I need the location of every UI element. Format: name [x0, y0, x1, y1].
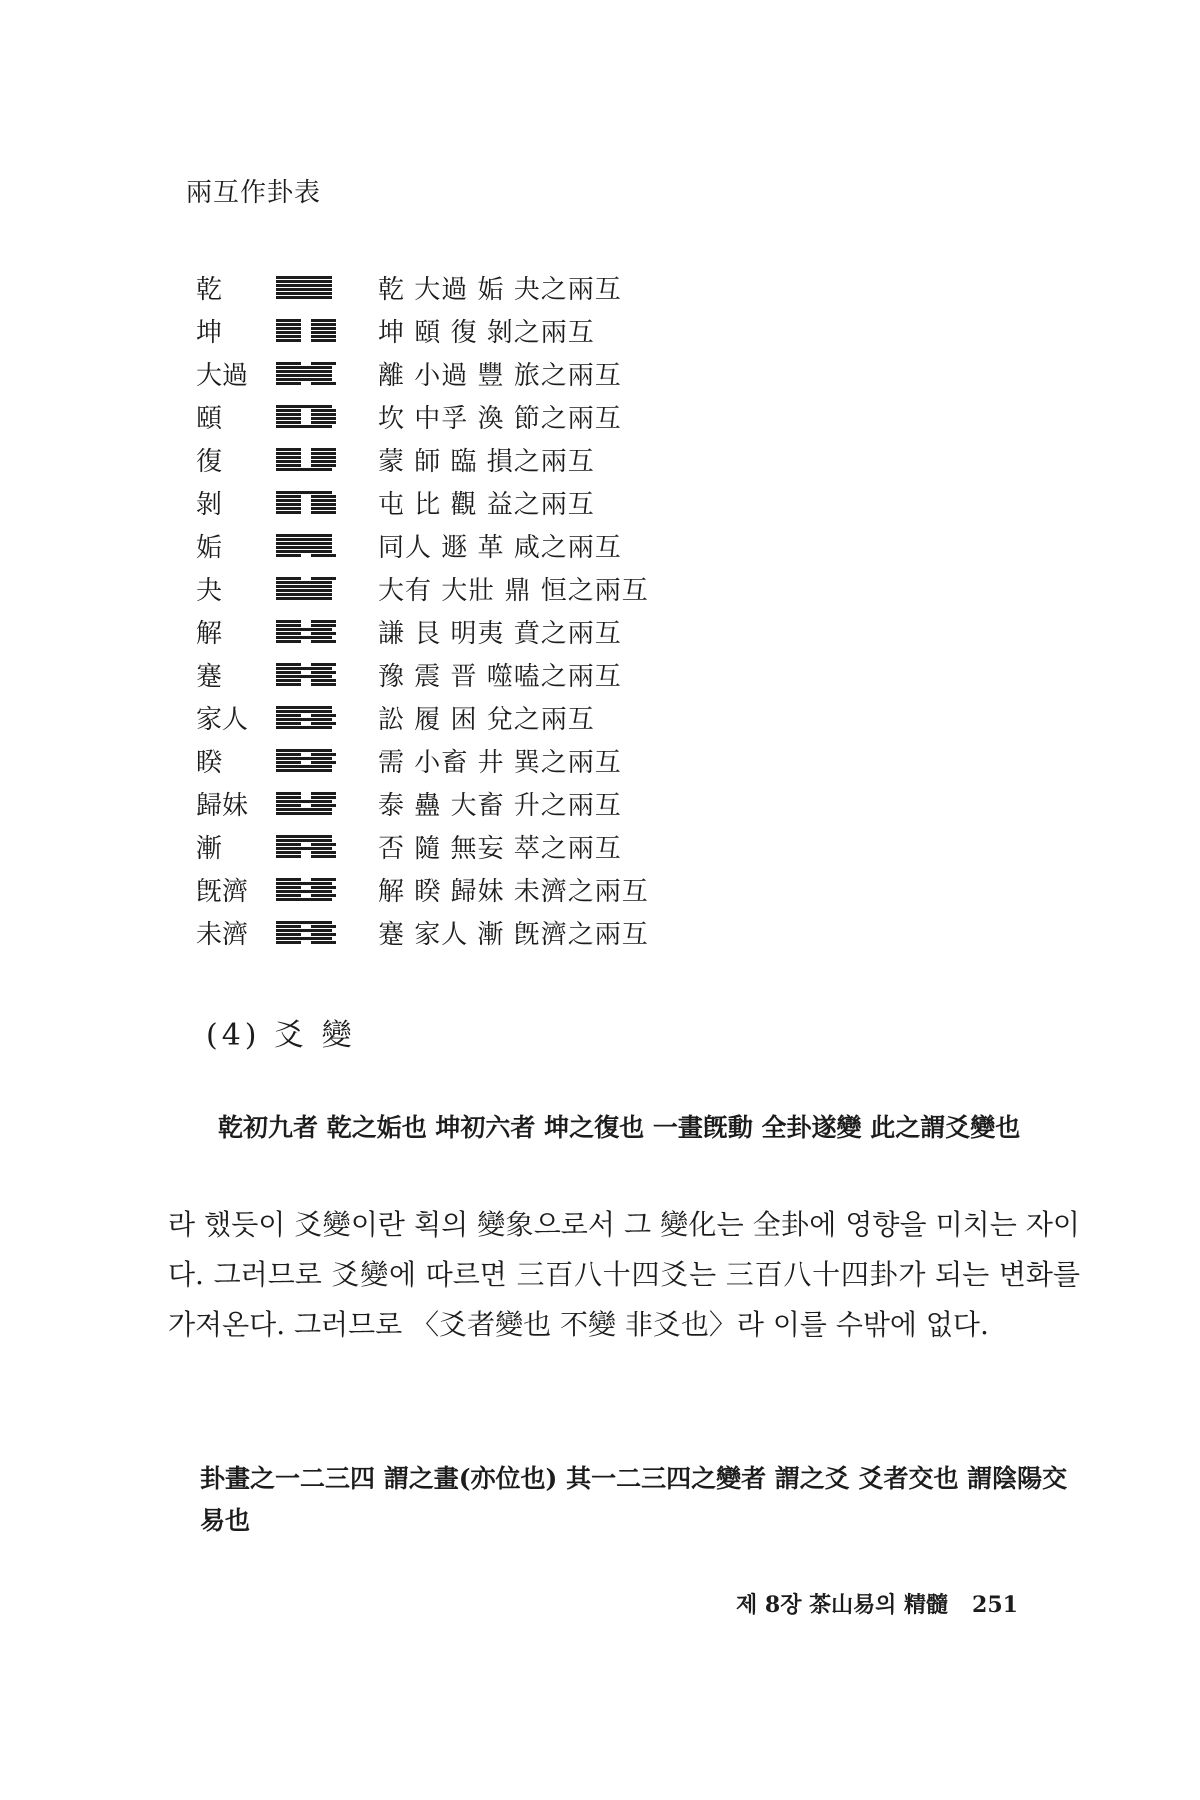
solid-line — [276, 882, 336, 885]
broken-line — [276, 855, 336, 858]
broken-line — [276, 679, 336, 682]
broken-line — [276, 683, 336, 686]
broken-line — [276, 663, 336, 666]
hexagram-symbol — [276, 448, 336, 472]
solid-line — [276, 636, 336, 639]
hexagram-symbol — [276, 835, 336, 859]
hexagram-symbol — [276, 749, 336, 773]
solid-line — [276, 280, 336, 283]
hexagram-symbol — [276, 405, 336, 429]
hexagram-table — [196, 266, 649, 954]
solid-line — [276, 546, 336, 549]
hexagram-symbol — [276, 276, 336, 300]
table-row — [196, 352, 649, 395]
hexagram-symbol — [276, 491, 336, 515]
hexagram-name: 姤 — [196, 533, 223, 563]
hexagram-name: 未濟 — [196, 920, 249, 950]
solid-line — [276, 585, 336, 588]
solid-line — [276, 491, 336, 494]
hexagram-description: 坎 中孚 渙 節之兩互 — [378, 404, 622, 434]
hexagram-description: 否 隨 無妄 萃之兩互 — [378, 834, 622, 864]
table-row — [196, 266, 649, 309]
classical-quote: 乾初九者 乾之姤也 坤初六者 坤之復也 一畫旣動 全卦遂變 此之謂爻變也 — [218, 1113, 1021, 1142]
broken-line — [276, 624, 336, 627]
table-row — [196, 567, 649, 610]
broken-line — [276, 620, 336, 623]
solid-line — [276, 538, 336, 541]
table-row — [196, 868, 649, 911]
hexagram-name: 睽 — [196, 748, 223, 778]
broken-line — [276, 460, 336, 463]
hexagram-description: 謙 艮 明夷 賁之兩互 — [378, 619, 622, 649]
broken-line — [276, 331, 336, 334]
broken-line — [276, 714, 336, 717]
hexagram-name: 大過 — [196, 361, 249, 391]
table-row — [196, 438, 649, 481]
solid-line — [276, 757, 336, 760]
broken-line — [276, 894, 336, 897]
solid-line — [276, 769, 336, 772]
broken-line — [276, 362, 336, 365]
broken-line — [276, 507, 336, 510]
table-row — [196, 395, 649, 438]
solid-line — [276, 374, 336, 377]
hexagram-description: 解 睽 歸妹 未濟之兩互 — [378, 877, 649, 907]
hexagram-symbol — [276, 706, 336, 730]
broken-line — [276, 792, 336, 795]
table-row — [196, 481, 649, 524]
hexagram-name: 夬 — [196, 576, 223, 606]
solid-line — [276, 710, 336, 713]
broken-line — [276, 761, 336, 764]
solid-line — [276, 726, 336, 729]
solid-line — [276, 749, 336, 752]
solid-line — [276, 808, 336, 811]
table-row — [196, 911, 649, 954]
solid-line — [276, 581, 336, 584]
solid-line — [276, 534, 336, 537]
hexagram-symbol — [276, 663, 336, 687]
page-footer — [736, 1588, 1018, 1619]
broken-line — [276, 753, 336, 756]
hexagram-name: 頤 — [196, 404, 223, 434]
solid-line — [276, 276, 336, 279]
solid-line — [276, 366, 336, 369]
broken-line — [276, 464, 336, 467]
broken-line — [276, 933, 336, 936]
broken-line — [276, 851, 336, 854]
solid-line — [276, 847, 336, 850]
hexagram-description: 離 小過 豐 旅之兩互 — [378, 361, 622, 391]
hexagram-symbol — [276, 362, 336, 386]
solid-line — [276, 839, 336, 842]
table-row — [196, 782, 649, 825]
broken-line — [276, 671, 336, 674]
solid-line — [276, 667, 336, 670]
hexagram-symbol — [276, 620, 336, 644]
hexagram-description: 乾 大過 姤 夬之兩互 — [378, 275, 622, 305]
broken-line — [276, 511, 336, 514]
hexagram-symbol — [276, 878, 336, 902]
broken-line — [276, 804, 336, 807]
table-title: 兩互作卦表 — [186, 178, 322, 208]
hexagram-name: 解 — [196, 619, 223, 649]
hexagram-symbol — [276, 534, 336, 558]
hexagram-name: 漸 — [196, 834, 223, 864]
broken-line — [276, 878, 336, 881]
hexagram-symbol — [276, 921, 336, 945]
solid-line — [276, 937, 336, 940]
hexagram-name: 乾 — [196, 275, 223, 305]
solid-line — [276, 929, 336, 932]
broken-line — [276, 456, 336, 459]
hexagram-symbol — [276, 577, 336, 601]
broken-line — [276, 335, 336, 338]
broken-line — [276, 417, 336, 420]
solid-line — [276, 706, 336, 709]
hexagram-name: 蹇 — [196, 662, 223, 692]
hexagram-description: 屯 比 觀 益之兩互 — [378, 490, 595, 520]
solid-line — [276, 718, 336, 721]
broken-line — [276, 632, 336, 635]
solid-line — [276, 378, 336, 381]
hexagram-name: 歸妹 — [196, 791, 249, 821]
table-row — [196, 653, 649, 696]
solid-line — [276, 468, 336, 471]
broken-line — [276, 319, 336, 322]
hexagram-description: 蒙 師 臨 損之兩互 — [378, 447, 595, 477]
broken-line — [276, 327, 336, 330]
broken-line — [276, 323, 336, 326]
solid-line — [276, 835, 336, 838]
broken-line — [276, 577, 336, 580]
solid-line — [276, 405, 336, 408]
table-row — [196, 309, 649, 352]
solid-line — [276, 288, 336, 291]
classical-quote-2: 卦畫之一二三四 謂之畫(亦位也) 其一二三四之變者 謂之爻 爻者交也 謂陰陽交易也 — [200, 1464, 1068, 1535]
solid-line — [276, 921, 336, 924]
solid-line — [276, 890, 336, 893]
broken-line — [276, 640, 336, 643]
table-row — [196, 610, 649, 653]
hexagram-name: 剝 — [196, 490, 223, 520]
broken-line — [276, 554, 336, 557]
broken-line — [276, 421, 336, 424]
broken-line — [276, 448, 336, 451]
broken-line — [276, 925, 336, 928]
body-paragraph: 라 했듯이 爻變이란 획의 變象으로서 그 變化는 全卦에 영향을 미치는 자이다. 그러므로 爻變에 따르면 三百八十四爻는 三百八十四卦가 되는 변화를 가져온다. 그러므로 〈爻者變也 不變 非爻也〉라 이를 수밖에 없다. — [168, 1208, 1080, 1341]
broken-line — [276, 413, 336, 416]
broken-line — [276, 495, 336, 498]
hexagram-description: 同人 遯 革 咸之兩互 — [378, 533, 622, 563]
solid-line — [276, 628, 336, 631]
hexagram-description: 坤 頤 復 剝之兩互 — [378, 318, 595, 348]
hexagram-description: 泰 蠱 大畜 升之兩互 — [378, 791, 622, 821]
table-row — [196, 739, 649, 782]
broken-line — [276, 843, 336, 846]
hexagram-description: 蹇 家人 漸 旣濟之兩互 — [378, 920, 649, 950]
section-heading: (4) 爻 變 — [206, 1018, 356, 1053]
hexagram-symbol — [276, 319, 336, 343]
solid-line — [276, 542, 336, 545]
broken-line — [276, 409, 336, 412]
solid-line — [276, 675, 336, 678]
hexagram-name: 坤 — [196, 318, 223, 348]
solid-line — [276, 292, 336, 295]
broken-line — [276, 499, 336, 502]
hexagram-description: 訟 履 困 兌之兩互 — [378, 705, 595, 735]
solid-line — [276, 898, 336, 901]
solid-line — [276, 284, 336, 287]
broken-line — [276, 941, 336, 944]
solid-line — [276, 296, 336, 299]
broken-line — [276, 382, 336, 385]
broken-line — [276, 503, 336, 506]
table-row — [196, 524, 649, 567]
table-row — [196, 696, 649, 739]
hexagram-symbol — [276, 792, 336, 816]
broken-line — [276, 886, 336, 889]
solid-line — [276, 597, 336, 600]
hexagram-name: 復 — [196, 447, 223, 477]
hexagram-description: 需 小畜 井 巽之兩互 — [378, 748, 622, 778]
solid-line — [276, 800, 336, 803]
solid-line — [276, 812, 336, 815]
broken-line — [276, 796, 336, 799]
broken-line — [276, 339, 336, 342]
table-row — [196, 825, 649, 868]
solid-line — [276, 589, 336, 592]
hexagram-description: 豫 震 晋 噬嗑之兩互 — [378, 662, 622, 692]
solid-line — [276, 370, 336, 373]
hexagram-name: 旣濟 — [196, 877, 249, 907]
page-number: 251 — [972, 1592, 1018, 1618]
hexagram-description: 大有 大壯 鼎 恒之兩互 — [378, 576, 649, 606]
solid-line — [276, 593, 336, 596]
solid-line — [276, 425, 336, 428]
broken-line — [276, 452, 336, 455]
solid-line — [276, 550, 336, 553]
solid-line — [276, 765, 336, 768]
broken-line — [276, 722, 336, 725]
hexagram-name: 家人 — [196, 705, 249, 735]
chapter-title: 제 8장 茶山易의 精髓 — [736, 1592, 949, 1618]
